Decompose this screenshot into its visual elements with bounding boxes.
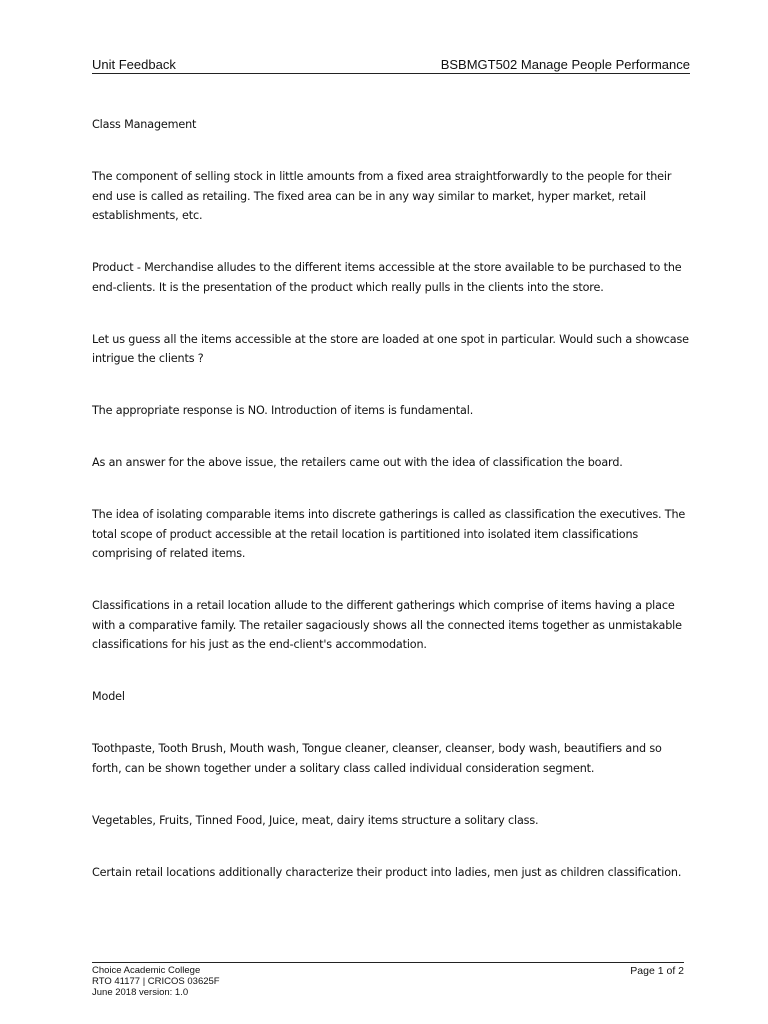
page-footer — [92, 962, 684, 998]
footer-college-name: Choice Academic College — [92, 965, 201, 976]
footer-page-number: Page 1 of 2 — [630, 965, 684, 977]
section-heading-model: Model — [92, 690, 125, 703]
paragraph-isolating-items: The idea of isolating comparable items into discrete gatherings is called as classification the executives. The total scope of product accessible at the retail location is partitioned into isolated item classifications comprising of related items. — [92, 508, 686, 560]
paragraph-response-no: The appropriate response is NO. Introduction of items is fundamental. — [92, 404, 474, 417]
footer-rto-cricos: RTO 41177 | CRICOS 03625F — [92, 976, 220, 987]
paragraph-toothpaste-example: Toothpaste, Tooth Brush, Mouth wash, Tongue cleaner, cleanser, cleanser, body wash, beautifiers and so forth, can be shown together under a solitary class called individual consideration segment. — [92, 742, 662, 775]
paragraph-guess-items: Let us guess all the items accessible at the store are loaded at one spot in particular. Would such a showcase intrigue the clients ? — [92, 332, 689, 365]
paragraph-retail-characterize: Certain retail locations additionally characterize their product into ladies, men just as children classification. — [92, 865, 682, 879]
header-unit-title: BSBMGT502 Manage People Performance — [440, 57, 690, 72]
paragraph-answer-issue: As an answer for the above issue, the retailers came out with the idea of classification the board. — [92, 456, 623, 469]
paragraph-product-merchandise: Product - Merchandise alludes to the different items accessible at the store available to be purchased to the end-clients. It is the presentation of the product which really pulls in the clients into the store. — [92, 261, 682, 294]
footer-version: June 2018 version: 1.0 — [92, 987, 189, 998]
paragraph-vegetables-example: Vegetables, Fruits, Tinned Food, Juice, meat, dairy items structure a solitary class. — [92, 813, 539, 827]
paragraph-retailing-definition: The component of selling stock in little amounts from a fixed area straightforwardly to the people for their end use is called as retailing. The fixed area can be in any way similar to market, hyper market, retail establishments, etc. — [92, 170, 672, 222]
document-body — [92, 115, 694, 882]
header-unit-feedback: Unit Feedback — [92, 57, 176, 72]
paragraph-classifications: Classifications in a retail location allude to the different gatherings which comprise of items having a place with a comparative family. The retailer sagaciously shows all the connected items together as unmistakable classifications for his just as the end-client's accommodation. — [92, 599, 682, 651]
section-heading-class-management: Class Management — [92, 118, 197, 131]
page-header — [92, 57, 690, 74]
